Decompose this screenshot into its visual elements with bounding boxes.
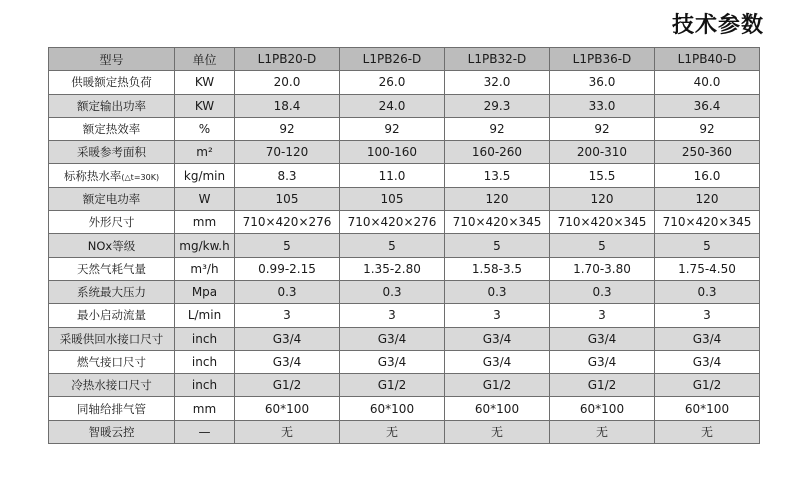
value-cell: G3/4 — [235, 327, 340, 350]
table-row — [49, 164, 760, 187]
value-cell: 105 — [235, 187, 340, 210]
param-cell — [49, 280, 175, 303]
value-cell: 3 — [340, 304, 445, 327]
value-cell: 5 — [550, 234, 655, 257]
unit-cell: % — [175, 117, 235, 140]
value-cell: 120 — [655, 187, 760, 210]
param-label: 供暖额定热负荷 — [71, 75, 152, 90]
param-cell — [49, 420, 175, 443]
unit-cell: KW — [175, 94, 235, 117]
value-cell: 0.3 — [655, 280, 760, 303]
param-cell — [49, 304, 175, 327]
value-cell: 92 — [655, 117, 760, 140]
header-cell: 型号 — [49, 48, 175, 71]
value-cell: 710×420×345 — [445, 211, 550, 234]
value-cell: 710×420×345 — [655, 211, 760, 234]
header-cell: 单位 — [175, 48, 235, 71]
value-cell: 3 — [235, 304, 340, 327]
value-cell: 0.3 — [550, 280, 655, 303]
param-label: 冷热水接口尺寸 — [71, 378, 152, 393]
value-cell: G3/4 — [340, 350, 445, 373]
table-row — [49, 211, 760, 234]
value-cell: 60*100 — [550, 397, 655, 420]
spec-table — [48, 47, 760, 444]
unit-cell: m² — [175, 141, 235, 164]
param-cell — [49, 374, 175, 397]
header-cell: L1PB26-D — [340, 48, 445, 71]
unit-cell: inch — [175, 350, 235, 373]
value-cell: 200-310 — [550, 141, 655, 164]
table-row — [49, 397, 760, 420]
value-cell: G3/4 — [445, 350, 550, 373]
param-cell — [49, 94, 175, 117]
value-cell: 16.0 — [655, 164, 760, 187]
param-label: 外形尺寸 — [88, 215, 135, 230]
unit-cell: L/min — [175, 304, 235, 327]
param-cell — [49, 327, 175, 350]
value-cell: 250-360 — [655, 141, 760, 164]
param-label: 采暖供回水接口尺寸 — [59, 331, 164, 346]
value-cell: 0.3 — [235, 280, 340, 303]
table-row — [49, 327, 760, 350]
param-cell — [49, 164, 175, 187]
header-cell: L1PB36-D — [550, 48, 655, 71]
param-label: 燃气接口尺寸 — [77, 355, 146, 369]
unit-cell: inch — [175, 374, 235, 397]
value-cell: G3/4 — [655, 350, 760, 373]
value-cell: 5 — [340, 234, 445, 257]
value-cell: 60*100 — [235, 397, 340, 420]
value-cell: 60*100 — [340, 397, 445, 420]
value-cell: G3/4 — [655, 327, 760, 350]
param-cell — [49, 187, 175, 210]
value-cell: 32.0 — [445, 71, 550, 94]
param-cell — [49, 117, 175, 140]
unit-cell: Mpa — [175, 280, 235, 303]
unit-cell: inch — [175, 327, 235, 350]
value-cell: 710×420×276 — [235, 211, 340, 234]
param-label: NOx等级 — [87, 238, 136, 253]
param-cell — [49, 71, 175, 94]
param-cell — [49, 397, 175, 420]
table-row — [49, 141, 760, 164]
param-label: 系统最大压力 — [77, 285, 146, 300]
value-cell: G3/4 — [550, 327, 655, 350]
table-row — [49, 257, 760, 280]
table-row — [49, 117, 760, 140]
value-cell: 92 — [550, 117, 655, 140]
table-row — [49, 350, 760, 373]
param-label: 额定电功率 — [82, 191, 141, 206]
unit-cell: m³/h — [175, 257, 235, 280]
value-cell: 无 — [445, 420, 550, 443]
value-cell: 160-260 — [445, 141, 550, 164]
table-row — [49, 374, 760, 397]
value-cell: 92 — [445, 117, 550, 140]
value-cell: 0.3 — [445, 280, 550, 303]
value-cell: 18.4 — [235, 94, 340, 117]
value-cell: 92 — [235, 117, 340, 140]
param-label: 最小启动流量 — [77, 308, 146, 323]
param-label: 天然气耗气量 — [77, 261, 146, 276]
value-cell: 1.58-3.5 — [445, 257, 550, 280]
value-cell: 3 — [445, 304, 550, 327]
value-cell: 11.0 — [340, 164, 445, 187]
table-row — [49, 420, 760, 443]
param-label: 标称热水率 — [63, 168, 122, 183]
value-cell: 无 — [235, 420, 340, 443]
unit-cell: — — [175, 420, 235, 443]
value-cell: G1/2 — [550, 374, 655, 397]
value-cell: 105 — [340, 187, 445, 210]
table-header-row — [49, 48, 760, 71]
value-cell: G3/4 — [235, 350, 340, 373]
param-note: (△t=30K) — [121, 172, 160, 182]
unit-cell: kg/min — [175, 164, 235, 187]
unit-cell: mm — [175, 397, 235, 420]
table-row — [49, 94, 760, 117]
value-cell: 20.0 — [235, 71, 340, 94]
table-row — [49, 304, 760, 327]
page-title: 技术参数 — [671, 13, 764, 38]
value-cell: 710×420×276 — [340, 211, 445, 234]
value-cell: 0.3 — [340, 280, 445, 303]
value-cell: 40.0 — [655, 71, 760, 94]
unit-cell: mg/kw.h — [175, 234, 235, 257]
value-cell: 100-160 — [340, 141, 445, 164]
value-cell: 36.0 — [550, 71, 655, 94]
value-cell: 70-120 — [235, 141, 340, 164]
header-cell: L1PB20-D — [235, 48, 340, 71]
param-cell — [49, 211, 175, 234]
value-cell: 120 — [550, 187, 655, 210]
param-label: 同轴给排气管 — [77, 401, 146, 416]
param-label: 额定输出功率 — [77, 98, 146, 113]
param-cell — [49, 234, 175, 257]
value-cell: 33.0 — [550, 94, 655, 117]
param-cell — [49, 350, 175, 373]
table-row — [49, 234, 760, 257]
value-cell: 120 — [445, 187, 550, 210]
value-cell: 1.75-4.50 — [655, 257, 760, 280]
value-cell: 无 — [550, 420, 655, 443]
value-cell: 710×420×345 — [550, 211, 655, 234]
param-label: 额定热效率 — [82, 122, 141, 137]
value-cell: 92 — [340, 117, 445, 140]
value-cell: 5 — [655, 234, 760, 257]
value-cell: G3/4 — [340, 327, 445, 350]
value-cell: 1.35-2.80 — [340, 257, 445, 280]
value-cell: G1/2 — [445, 374, 550, 397]
value-cell: 3 — [655, 304, 760, 327]
value-cell: G1/2 — [340, 374, 445, 397]
value-cell: 29.3 — [445, 94, 550, 117]
unit-cell: KW — [175, 71, 235, 94]
header-cell: L1PB32-D — [445, 48, 550, 71]
value-cell: G1/2 — [235, 374, 340, 397]
value-cell: 13.5 — [445, 164, 550, 187]
value-cell: G3/4 — [445, 327, 550, 350]
param-cell — [49, 257, 175, 280]
unit-cell: mm — [175, 211, 235, 234]
value-cell: 26.0 — [340, 71, 445, 94]
value-cell: 60*100 — [445, 397, 550, 420]
table-body — [49, 71, 760, 444]
value-cell: G3/4 — [550, 350, 655, 373]
value-cell: 1.70-3.80 — [550, 257, 655, 280]
value-cell: 60*100 — [655, 397, 760, 420]
param-label: 智暖云控 — [88, 424, 135, 439]
param-label: 采暖参考面积 — [77, 145, 146, 160]
unit-cell: W — [175, 187, 235, 210]
value-cell: 3 — [550, 304, 655, 327]
value-cell: 8.3 — [235, 164, 340, 187]
value-cell: 36.4 — [655, 94, 760, 117]
value-cell: 无 — [340, 420, 445, 443]
value-cell: 5 — [235, 234, 340, 257]
value-cell: 15.5 — [550, 164, 655, 187]
value-cell: 5 — [445, 234, 550, 257]
value-cell: 24.0 — [340, 94, 445, 117]
value-cell: G1/2 — [655, 374, 760, 397]
table-row — [49, 187, 760, 210]
value-cell: 0.99-2.15 — [235, 257, 340, 280]
value-cell: 无 — [655, 420, 760, 443]
param-cell — [49, 141, 175, 164]
table-row — [49, 71, 760, 94]
table-row — [49, 280, 760, 303]
header-cell: L1PB40-D — [655, 48, 760, 71]
